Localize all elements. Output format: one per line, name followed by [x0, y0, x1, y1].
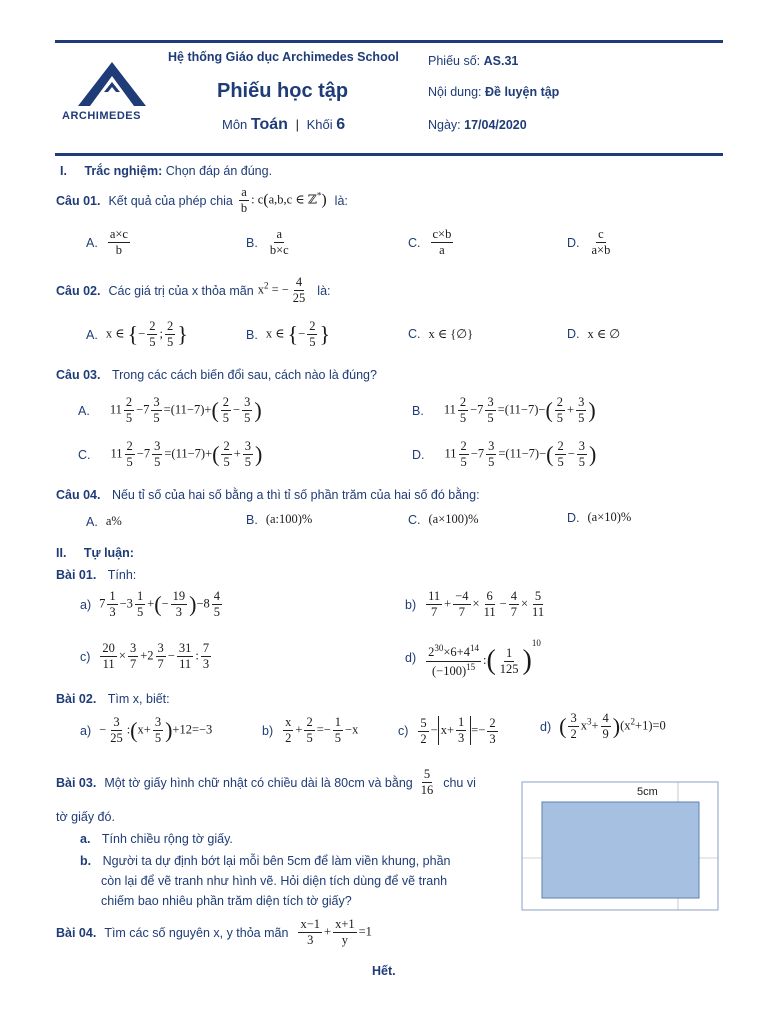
exercise-01-d: d) $\frac{2^{30}\times 6+4^{14}}{(-100)^{15}}$ :( $\frac{1}{125}$ )$^{10}$ — [405, 638, 541, 678]
q4-option-a[interactable]: A. a% — [86, 514, 122, 529]
q2-option-d[interactable]: D. x ∈ ∅ — [567, 327, 621, 341]
q3-option-c[interactable]: C. 11 $\frac{2}{5}$ −7 $\frac{3}{5}$ =(11−7)+( $\frac{2}{5}$ + $\frac{3}{5}$ ) — [78, 439, 263, 470]
exercise-01-b: b) $\frac{11}{7}$ + $\frac{-4}{7}$ × $\frac{6}{11}$ − $\frac{4}{7}$ × $\frac{5}{11}$ — [405, 589, 545, 620]
q2-option-b[interactable]: B. x ∈ {− $\frac{2}{5}$ } — [246, 319, 331, 350]
subject-line: Môn Toán | Khối 6 — [222, 116, 346, 133]
q4-option-c[interactable]: C. (a×100)% — [408, 512, 479, 527]
exercise-04: Bài 04. Tìm các số nguyên x, y thỏa mãn $\frac{x-1}{3}$ + $\frac{x+1}{y}$ =1 — [56, 917, 372, 948]
question-02: Câu 02. Các giá trị của x thỏa mãn $x^2$ = − $\frac{4}{25}$ là: — [56, 275, 331, 306]
header-top-rule — [55, 40, 723, 43]
end-marker: Hết. — [372, 964, 396, 978]
frame-diagram — [518, 780, 728, 915]
exercise-03-b: b. Người ta dự định bớt lại mỗi bên 5cm để làm viền khung, phần — [80, 854, 451, 868]
q1-option-a[interactable]: A. $\frac{a\times c}{b}$ — [86, 227, 128, 258]
q4-option-d[interactable]: D. (a×10)% — [567, 510, 632, 525]
logo-triangle-icon — [78, 62, 146, 106]
section-1-heading: I. Trắc nghiệm: Chọn đáp án đúng. — [60, 164, 273, 178]
subject-prefix: Môn — [222, 117, 248, 132]
q2-option-a[interactable]: A. x ∈ {− $\frac{2}{5}$ ; $\frac{2}{5}$ } — [86, 319, 188, 350]
question-04: Câu 04. Nếu tỉ số của hai số bằng a thì tỉ số phần trăm của hai số đó bằng: — [56, 488, 480, 502]
grade-value: 6 — [336, 116, 346, 133]
date-line: Ngày: 17/04/2020 — [428, 118, 527, 132]
header-bottom-rule — [55, 153, 723, 156]
frame-figure — [518, 780, 728, 915]
q2-option-c[interactable]: C. x ∈ {∅} — [408, 327, 474, 341]
logo-text: ARCHIMEDES — [62, 110, 141, 122]
exercise-01-a: a) 7 $\frac{1}{3}$ −3 $\frac{1}{5}$ +(− $\frac{19}{3}$ )−8 $\frac{4}{5}$ — [80, 589, 221, 620]
school-name: Hệ thống Giáo dục Archimedes School — [168, 50, 399, 64]
exercise-02-a: a) − $\frac{3}{25}$ :(x+ $\frac{3}{5}$ )+12=−3 — [80, 715, 213, 746]
q1-option-b[interactable]: B. $\frac{a}{b\times c}$ — [246, 227, 289, 258]
exercise-02: Bài 02. Tìm x, biết: — [56, 692, 170, 706]
q1-option-c[interactable]: C. $\frac{c\times b}{a}$ — [408, 227, 452, 258]
q3-option-b[interactable]: B. 11 $\frac{2}{5}$ −7 $\frac{3}{5}$ =(11−7)−( $\frac{2}{5}$ + $\frac{3}{5}$ ) — [412, 395, 596, 426]
exercise-03-line2: tờ giấy đó. — [56, 810, 115, 824]
content-line: Nội dung: Đề luyện tập — [428, 85, 560, 99]
archimedes-logo — [78, 62, 146, 106]
q3-option-d[interactable]: D. 11 $\frac{2}{5}$ −7 $\frac{3}{5}$ =(11−7)−( $\frac{2}{5}$ − $\frac{3}{5}$ ) — [412, 439, 597, 470]
q4-option-b[interactable]: B. (a:100)% — [246, 512, 313, 527]
exercise-02-b: b) $\frac{x}{2}$ + $\frac{2}{5}$ =− $\frac{1}{5}$ −x — [262, 715, 359, 746]
subject-value: Toán — [250, 116, 288, 133]
figure-label-5cm: 5cm — [637, 786, 658, 798]
exercise-03-b-line2: còn lại để vẽ tranh như hình vẽ. Hỏi diện tích dùng để vẽ tranh — [101, 874, 448, 888]
sheet-number: Phiếu số: AS.31 — [428, 54, 519, 68]
exercise-02-c: c) $\frac{5}{2}$ − x+ $\frac{1}{3}$ =− $\frac{2}{3}$ — [398, 715, 496, 746]
question-03: Câu 03. Trong các cách biến đổi sau, cách nào là đúng? — [56, 368, 377, 382]
exercise-03: Bài 03. Một tờ giấy hình chữ nhật có chiều dài là 80cm và bằng $\frac{5}{16}$ chu vi — [56, 767, 476, 798]
exercise-03-a: a. Tính chiều rộng tờ giấy. — [80, 832, 233, 846]
q3-option-a[interactable]: A. 11 $\frac{2}{5}$ −7 $\frac{3}{5}$ =(11−7)+( $\frac{2}{5}$ − $\frac{3}{5}$ ) — [78, 395, 262, 426]
exercise-01: Bài 01. Tính: — [56, 568, 137, 582]
question-01: Câu 01. Kết quả của phép chia $\frac{a}{b}$ : c(a,b,c ∈ ℤ*) là: — [56, 185, 348, 216]
section-2-heading: II. Tự luận: — [56, 546, 134, 560]
q1-option-d[interactable]: D. $\frac{c}{a\times b}$ — [567, 227, 611, 258]
exercise-02-d: d) ( $\frac{3}{2}$ $x^3+$ $\frac{4}{9}$ )$(x^2+1)=0$ — [540, 711, 666, 742]
exercise-03-b-line3: chiếm bao nhiêu phần trăm diện tích tờ giấy? — [101, 894, 352, 908]
page-title: Phiếu học tập — [217, 80, 349, 102]
grade-prefix: Khối — [306, 117, 333, 132]
exercise-01-c: c) $\frac{20}{11}$ × $\frac{3}{7}$ +2 $\frac{3}{7}$ − $\frac{31}{11}$ : $\frac{7}{3}$ — [80, 641, 210, 672]
